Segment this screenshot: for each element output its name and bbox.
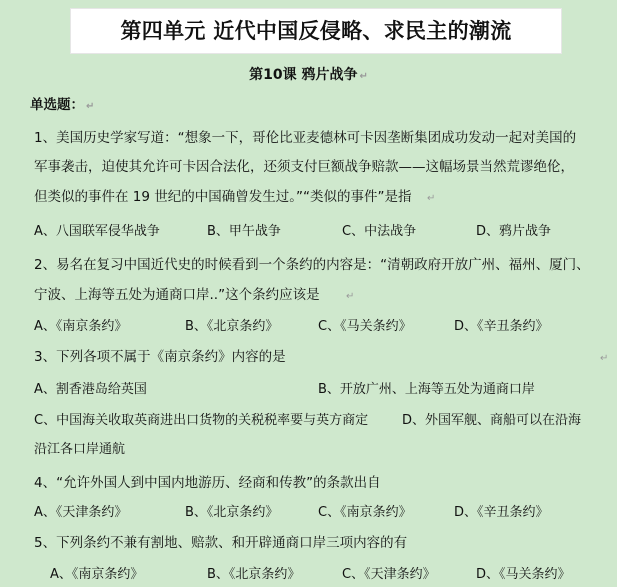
q4-line-1: 4、“允许外国人到中国内地游历、经商和传教”的条款出自: [34, 475, 381, 491]
q3-option-c: C、中国海关收取英商进出口货物的关税税率要与英方商定: [34, 413, 369, 428]
paragraph-mark: ↵: [86, 101, 95, 112]
section-label: [30, 96, 94, 116]
paragraph-mark: ↵: [427, 193, 436, 204]
q3-option-d-cont: 沿江各口岸通航: [34, 442, 126, 457]
q5-line-1: 5、下列条约不兼有割地、赔款、和开辟通商口岸三项内容的有: [34, 535, 408, 551]
q3-option-a: A、割香港岛给英国: [34, 382, 147, 397]
q3-line-1: 3、下列各项不属于《南京条约》内容的是: [34, 349, 286, 365]
q2-line-1: 2、易名在复习中国近代史的时候看到一个条约的内容是：“清朝政府开放广州、福州、厦门、: [34, 257, 590, 273]
q2-option-b: B、《北京条约》: [185, 319, 279, 334]
q5-option-c: C、《天津条约》: [342, 567, 436, 582]
q1-line-3: 但类似的事件在 19 世纪的中国确曾发生过。”“类似的事件”是指: [34, 189, 412, 205]
q1-line-2: 军事袭击，迫使其允许可卡因合法化，还须支付巨额战争赔款——这幅场景当然荒谬绝伦，: [34, 159, 574, 175]
q3-option-b: B、开放广州、上海等五处为通商口岸: [318, 382, 535, 397]
q4-option-a: A、《天津条约》: [34, 505, 128, 520]
q1-line-1: 1、美国历史学家写道：“想象一下，哥伦比亚麦德林可卡因垄断集团成功发动一起对美国的: [34, 130, 577, 146]
lesson-title: [0, 64, 617, 84]
paragraph-mark: ↵: [600, 353, 609, 364]
q4-option-c: C、《南京条约》: [318, 505, 412, 520]
q1-option-b: B、甲午战争: [207, 224, 281, 239]
paragraph-mark: ↵: [359, 71, 368, 82]
unit-title: 第四单元 近代中国反侵略、求民主的潮流: [70, 8, 562, 54]
q1-option-a: A、八国联军侵华战争: [34, 224, 160, 239]
q2-option-d: D、《辛丑条约》: [454, 319, 549, 334]
q5-option-d: D、《马关条约》: [476, 567, 571, 582]
q3-option-d: D、外国军舰、商船可以在沿海: [402, 413, 582, 428]
section-label-text: 单选题：: [30, 97, 84, 113]
q2-option-c: C、《马关条约》: [318, 319, 412, 334]
q2-line-2: 宁波、上海等五处为通商口岸..”这个条约应该是: [34, 287, 320, 303]
q4-option-b: B、《北京条约》: [185, 505, 279, 520]
q4-option-d: D、《辛丑条约》: [454, 505, 549, 520]
lesson-title-text: 第10课 鸦片战争: [249, 67, 358, 83]
q5-option-b: B、《北京条约》: [207, 567, 301, 582]
q2-option-a: A、《南京条约》: [34, 319, 128, 334]
q1-option-c: C、中法战争: [342, 224, 417, 239]
paragraph-mark: ↵: [346, 291, 355, 302]
q1-option-d: D、鸦片战争: [476, 224, 552, 239]
q5-option-a: A、《南京条约》: [50, 567, 144, 582]
